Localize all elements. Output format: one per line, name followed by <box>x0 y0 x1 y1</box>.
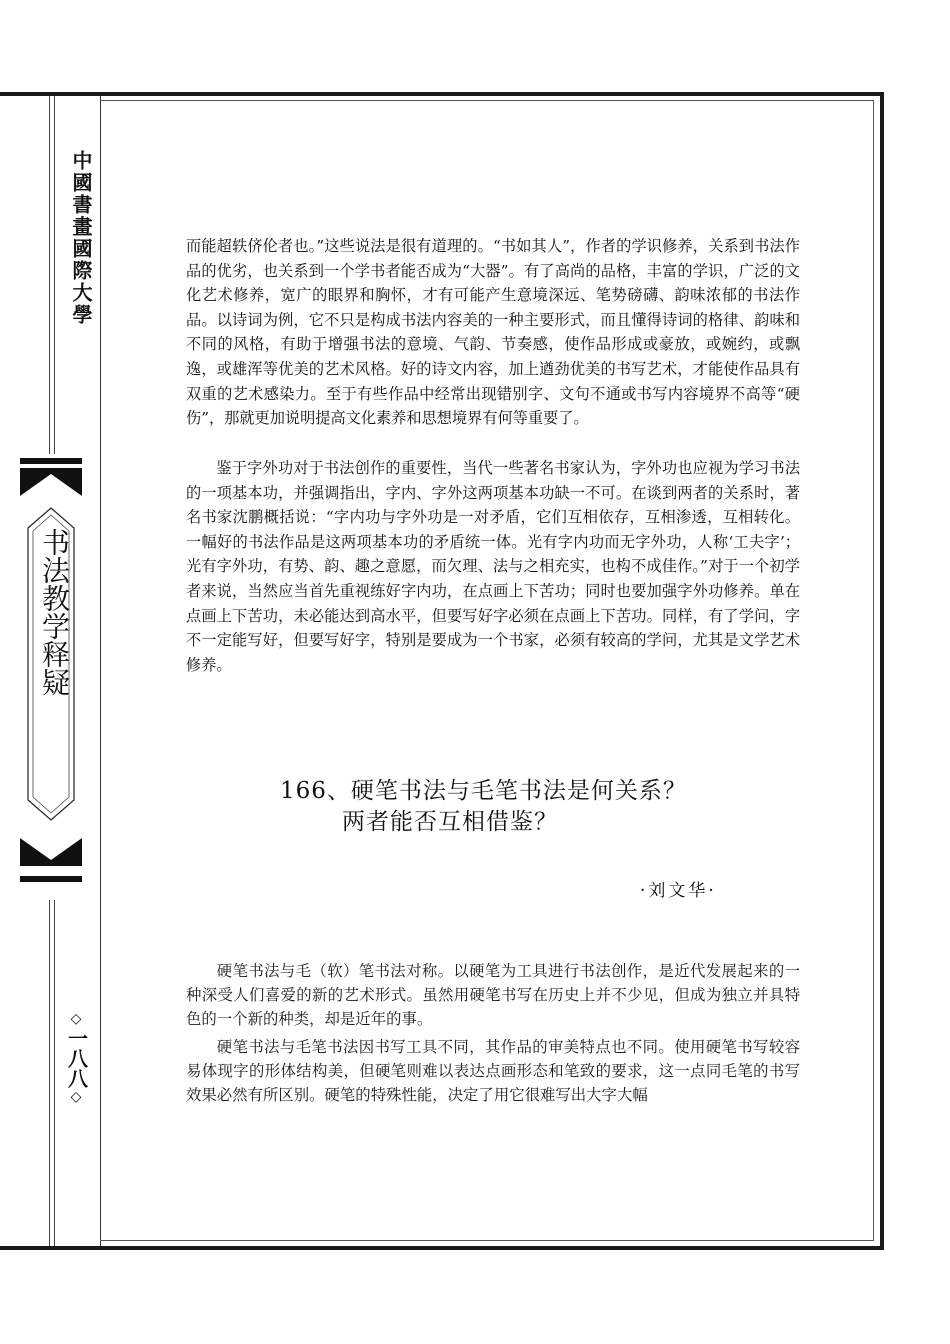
panel-bottom-chevron <box>20 838 82 866</box>
side-rule-upper-left <box>49 96 50 454</box>
frame-inner-right-line <box>873 100 874 1240</box>
body-paragraph-3: 硬笔书法与毛（软）笔书法对称。以硬笔为工具进行书法创作，是近代发展起来的一种深受人们喜爱的新的艺术形式。虽然用硬笔书写在历史上并不少见，但成为独立并具特色的一个新的种类，却是近年的事。 <box>186 963 800 1029</box>
panel-top-bar <box>20 458 82 464</box>
section-heading-line-1: 166、硬笔书法与毛笔书法是何关系？ <box>280 778 687 804</box>
page-number: 一八八 <box>64 1028 89 1088</box>
panel-bottom-bar <box>20 876 82 882</box>
side-rule-lower-right <box>54 900 55 1246</box>
panel-top-chevron <box>20 468 82 496</box>
section-heading-line-2: 两者能否互相借鉴？ <box>342 809 558 835</box>
book-title: 书法教学释疑 <box>38 528 71 696</box>
frame-inner-left-line <box>100 96 101 1246</box>
side-rule-upper-right <box>54 96 55 454</box>
page-marker-top: ◇ <box>70 1011 82 1027</box>
frame-inner-bottom-line <box>100 1240 874 1241</box>
section-heading <box>280 776 780 838</box>
frame-right-border <box>880 92 884 1250</box>
side-rule-lower-left <box>49 900 50 1246</box>
frame-bottom-border <box>0 1246 884 1250</box>
page-number-block <box>58 1010 94 1106</box>
frame-top-border <box>0 92 884 96</box>
frame-inner-top-line <box>100 100 874 101</box>
series-title: 中國書畫國際大學 <box>69 150 93 326</box>
body-paragraph-4: 硬笔书法与毛笔书法因书写工具不同，其作品的审美特点也不同。使用硬笔书写较容易体现字的形体结构美，但硬笔则难以表达点画形态和笔致的要求，这一点同毛笔的书写效果必然有所区别。硬笔的特殊性能，决定了用它很难写出大字大幅 <box>186 1039 800 1105</box>
page-marker-bottom: ◇ <box>70 1089 82 1105</box>
body-paragraph-2: 鉴于字外功对于书法创作的重要性，当代一些著名书家认为，字外功也应视为学习书法的一项基本功，并强调指出，字内、字外这两项基本功缺一不可。在谈到两者的关系时，著名书家沈鹏概括说：“字内功与字外功是一对矛盾，它们互相依存，互相渗透，互相转化。一幅好的书法作品是这两项基本功的矛盾统一体。光有字内功而无字外功，人称‘工夫字’；光有字外功，有势、韵、趣之意愿，而欠理、法与之相充实，也构不成佳作。”对于一个初学者来说，当然应当首先重视练好字内功，在点画上下苦功；同时也要加强字外功修养。单在点画上下苦功，未必能达到高水平，但要写好字必须在点画上下苦功。同样，有了学问，字不一定能写好，但要写好字，特别是要成为一个书家，必须有较高的学问，尤其是文学艺术修养。 <box>186 459 800 674</box>
author-name: ·刘文华· <box>640 881 717 901</box>
body-paragraph-1: 而能超轶侪伦者也。”这些说法是很有道理的。“书如其人”，作者的学识修养，关系到书法作品的优劣，也关系到一个学书者能否成为“大器”。有了高尚的品格，丰富的学识，广泛的文化艺术修养，宽广的眼界和胸怀，才有可能产生意境深远、笔势磅礴、韵味浓郁的书法作品。以诗词为例，它不只是构成书法内容美的一种主要形式，而且懂得诗词的格律、韵味和不同的风格，有助于增强书法的意境、气韵、节奏感，使作品形成或豪放，或婉约，或飘逸，或雄浑等优美的艺术风格。好的诗文内容，加上遒劲优美的书写艺术，才能使作品具有双重的艺术感染力。至于有些作品中经常出现错别字、文句不通或书写内容境界不高等“硬伤”，那就更加说明提高文化素养和思想境界有何等重要了。 <box>186 237 800 428</box>
